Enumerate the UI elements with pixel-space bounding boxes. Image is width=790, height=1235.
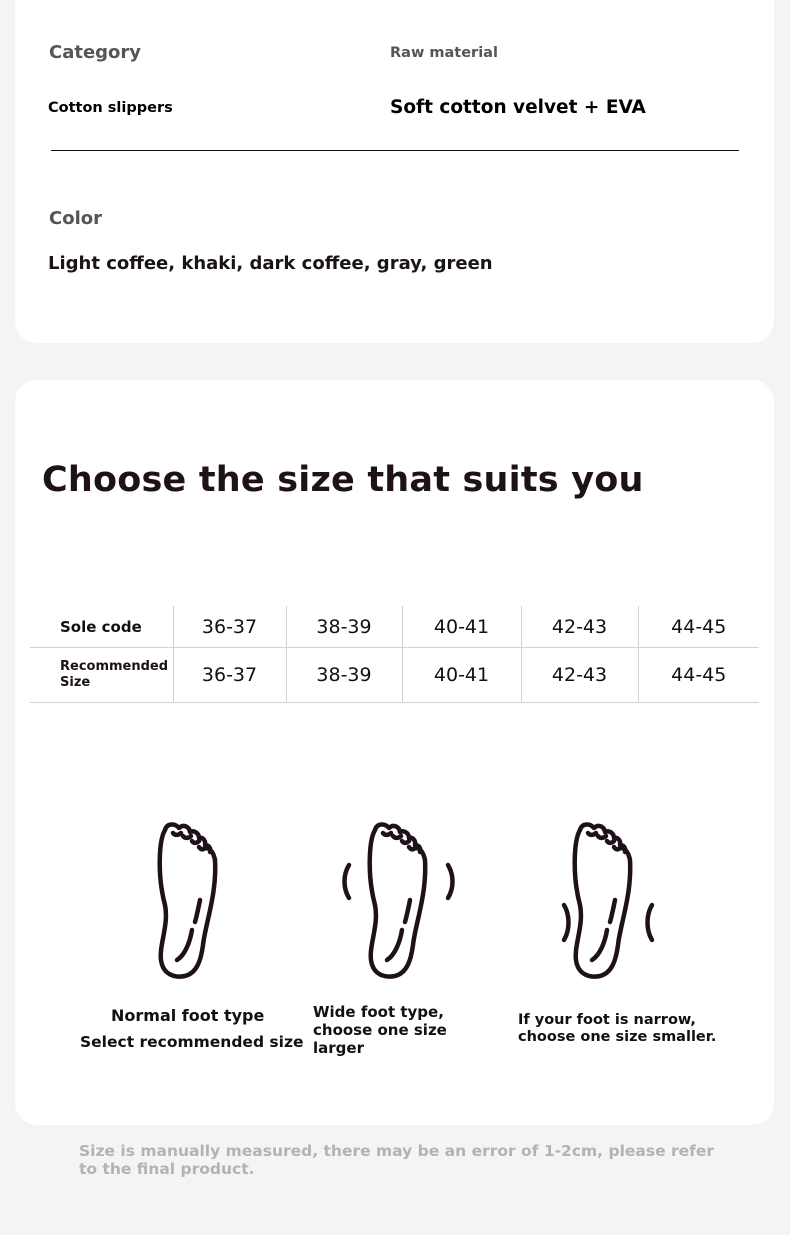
category-label: Category <box>49 42 142 63</box>
measurement-footnote: Size is manually measured, there may be an error of 1-2cm, please refer to the final product. <box>79 1142 715 1178</box>
table-cell: 40-41 <box>402 606 521 648</box>
narrow-foot-caption: If your foot is narrow, choose one size smaller. <box>518 1012 717 1045</box>
table-cell: 44-45 <box>638 648 759 703</box>
table-cell: 42-43 <box>521 648 638 703</box>
row-label-sole-code: Sole code <box>60 617 142 636</box>
table-cell: 36-37 <box>173 648 286 703</box>
divider <box>51 150 739 151</box>
wide-foot-caption: Wide foot type, choose one size larger <box>313 1003 447 1057</box>
size-table <box>30 606 759 703</box>
normal-foot-title: Normal foot type <box>111 1006 265 1025</box>
raw-material-value: Soft cotton velvet + EVA <box>390 97 646 118</box>
normal-foot-icon <box>145 820 255 980</box>
table-cell: 42-43 <box>521 606 638 648</box>
color-value: Light coffee, khaki, dark coffee, gray, green <box>48 253 493 274</box>
normal-foot-subtitle: Select recommended size <box>80 1033 304 1051</box>
table-cell: 44-45 <box>638 606 759 648</box>
size-guide-card <box>15 380 774 1125</box>
size-guide-title: Choose the size that suits you <box>42 460 644 500</box>
table-cell: 40-41 <box>402 648 521 703</box>
row-label-recommended-size: Recommended Size <box>60 659 169 690</box>
product-info-card <box>15 0 774 343</box>
wide-foot-icon <box>335 820 465 980</box>
table-cell: 38-39 <box>286 606 402 648</box>
table-row <box>30 648 759 703</box>
category-value: Cotton slippers <box>48 100 173 116</box>
narrow-foot-icon <box>560 820 670 980</box>
raw-material-label: Raw material <box>390 45 498 61</box>
color-label: Color <box>49 208 102 229</box>
table-cell: 36-37 <box>173 606 286 648</box>
table-row <box>30 606 759 648</box>
table-cell: 38-39 <box>286 648 402 703</box>
